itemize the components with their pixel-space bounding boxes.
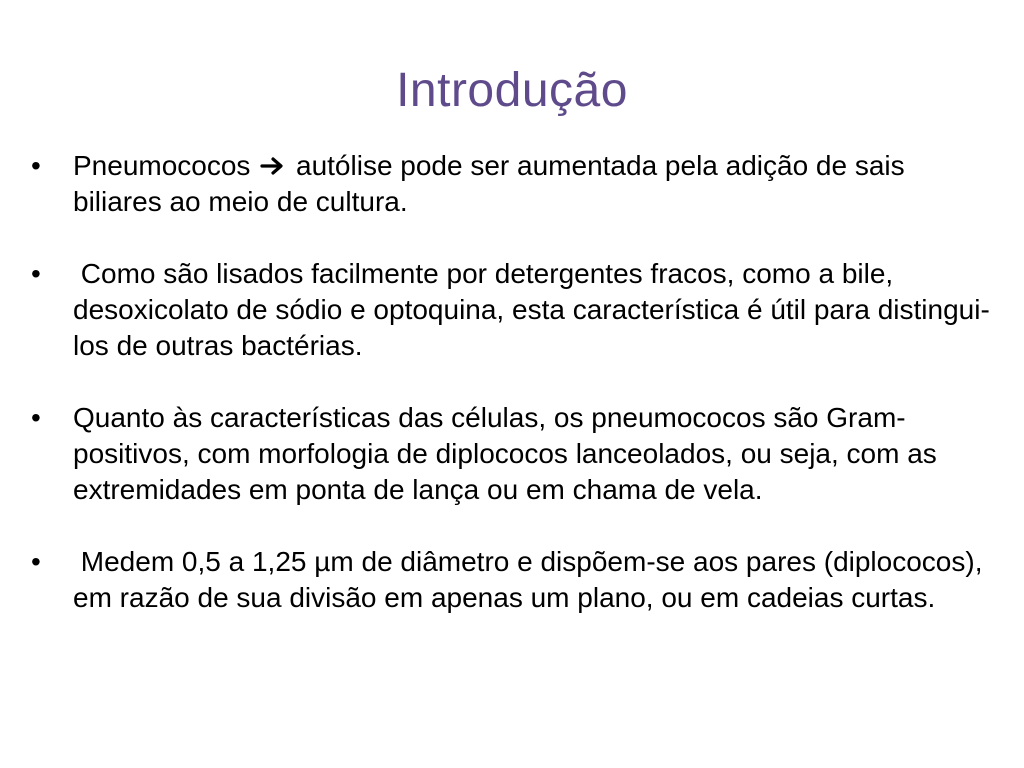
bullet-item [31, 256, 1001, 364]
bullet-text: Quanto às características das células, os pneumococos são Gram-positivos, com morfologia de diplococos lanceolados, ou seja, com as extremidades em ponta de lança ou em chama de vela. [73, 402, 937, 505]
slide-title: Introdução [396, 64, 628, 117]
bullet-lead-text: Pneumococos [73, 150, 251, 181]
bullet-glyph: • [31, 402, 41, 433]
bullet-item [31, 400, 1001, 508]
bullet-glyph: • [31, 546, 41, 577]
bullet-item [31, 544, 1001, 616]
bullet-list [31, 148, 1001, 616]
bullet-text: Como são lisados facilmente por detergentes fracos, como a bile, desoxicolato de sódio e optoquina, esta característica é útil para distingui-los de outras bactérias. [73, 258, 990, 361]
bullet-glyph: • [31, 258, 41, 289]
right-arrow-icon [260, 156, 286, 176]
bullet-glyph: • [31, 150, 41, 181]
bullet-text: autólise pode ser aumentada pela adição de sais biliares ao meio de cultura. [73, 150, 905, 217]
bullet-item [31, 148, 1001, 220]
bullet-text: Medem 0,5 a 1,25 µm de diâmetro e dispõem-se aos pares (diplococos), em razão de sua divisão em apenas um plano, ou em cadeias curtas. [73, 546, 991, 613]
